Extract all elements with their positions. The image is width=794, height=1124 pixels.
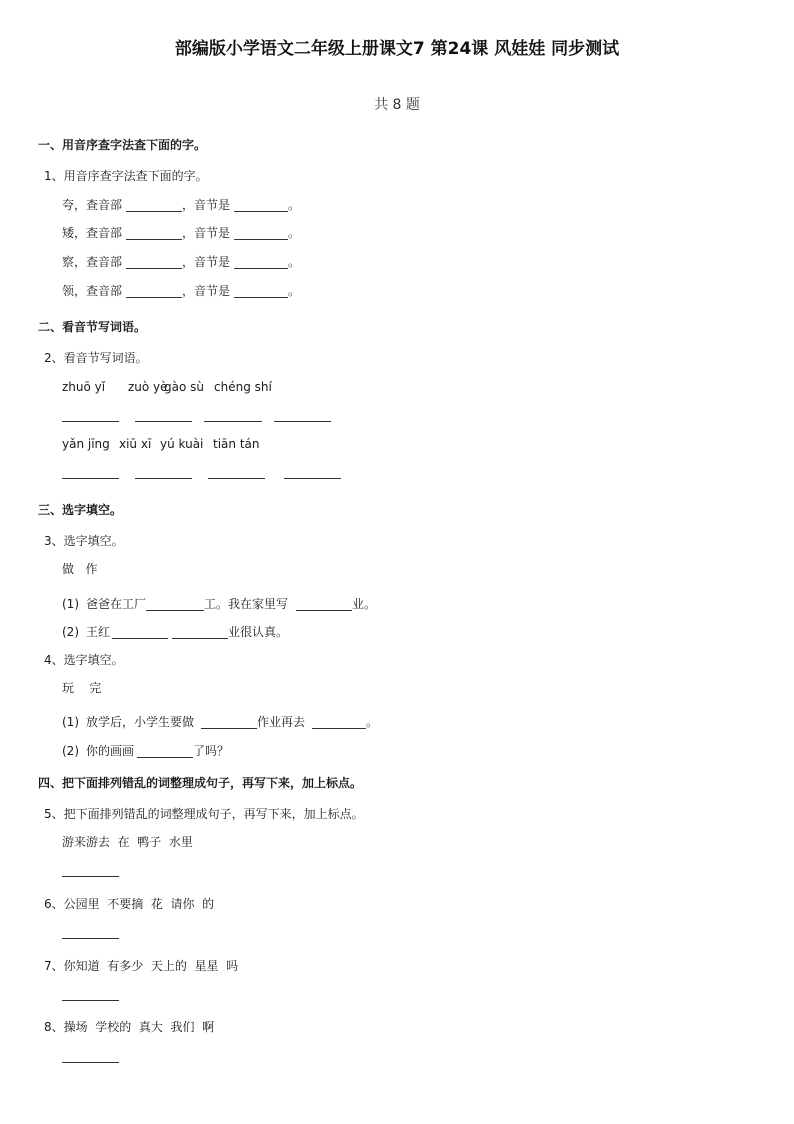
q4-item-2-blank[interactable] — [137, 757, 193, 758]
q3-item-2-blank-1[interactable] — [112, 638, 168, 639]
pinyin-answer-blank-8[interactable] — [284, 478, 341, 479]
q1-row-4-blank-1[interactable] — [126, 297, 182, 298]
q3-item-1-num: (1) — [62, 597, 79, 611]
q1-row-1-end: 。 — [288, 198, 301, 212]
q1-row-2-blank-1[interactable] — [126, 239, 182, 240]
question-7-label: 7、你知道 有多少 天上的 星星 吗 — [44, 959, 239, 973]
question-5-label: 5、把下面排列错乱的词整理成句子，再写下来，加上标点。 — [44, 807, 364, 821]
pinyin-5: yǎn jīng — [62, 437, 110, 451]
q8-answer-blank[interactable] — [62, 1062, 119, 1063]
q1-row-2-end: 。 — [288, 226, 301, 240]
q1-row-3-end: 。 — [288, 255, 301, 269]
section-heading-4: 四、把下面排列错乱的词整理成句子，再写下来，加上标点。 — [38, 776, 363, 790]
question-3-label: 3、选字填空。 — [44, 534, 124, 548]
q1-row-4-text: 领，查音部 — [62, 284, 123, 298]
q1-row-4-mid: ，音节是 — [182, 284, 231, 298]
pinyin-answer-blank-5[interactable] — [62, 478, 119, 479]
q4-item-2-text-b: 了吗？ — [193, 744, 230, 758]
pinyin-answer-blank-1[interactable] — [62, 421, 119, 422]
q1-row-3-text: 察，查音部 — [62, 255, 123, 269]
q4-item-2-num: (2) — [62, 744, 79, 758]
q3-item-1-blank-1[interactable] — [146, 610, 204, 611]
question-8-label: 8、操场 学校的 真大 我们 啊 — [44, 1020, 215, 1034]
q1-row-3-mid: ，音节是 — [182, 255, 231, 269]
pinyin-answer-blank-4[interactable] — [274, 421, 331, 422]
section-heading-3: 三、选字填空。 — [38, 503, 123, 517]
pinyin-1: zhuō yǐ — [62, 380, 106, 394]
q4-item-2-text-a: 你的画画 — [86, 744, 135, 758]
q4-item-1-text-c: 。 — [366, 715, 379, 729]
q4-item-1-num: (1) — [62, 715, 79, 729]
pinyin-answer-blank-2[interactable] — [135, 421, 192, 422]
q3-item-2-text-b: 业很认真。 — [228, 625, 289, 639]
q1-row-1-text: 夸，查音部 — [62, 198, 123, 212]
pinyin-7: yú kuài — [160, 437, 204, 451]
q1-row-1-blank-1[interactable] — [126, 211, 182, 212]
q4-choices: 玩 完 — [62, 681, 102, 695]
question-2-label: 2、看音节写词语。 — [44, 351, 148, 365]
q3-item-1-text-a: 爸爸在工厂 — [86, 597, 147, 611]
q4-item-1-blank-2[interactable] — [312, 728, 366, 729]
pinyin-3: gào sù — [164, 380, 204, 394]
question-1-label: 1、用音序查字法查下面的字。 — [44, 169, 208, 183]
q1-row-4-end: 。 — [288, 284, 301, 298]
q4-item-1-blank-1[interactable] — [201, 728, 257, 729]
q3-choices: 做 作 — [62, 562, 98, 576]
q1-row-3-blank-2[interactable] — [234, 268, 288, 269]
q3-item-1-blank-2[interactable] — [296, 610, 352, 611]
section-heading-1: 一、用音序查字法查下面的字。 — [38, 138, 207, 152]
q5-words: 游来游去 在 鸭子 水里 — [62, 835, 193, 849]
pinyin-6: xiū xī — [119, 437, 152, 451]
pinyin-answer-blank-6[interactable] — [135, 478, 192, 479]
q3-item-1-text-c: 业。 — [352, 597, 377, 611]
question-count: 共 8 题 — [374, 97, 420, 113]
q1-row-3-blank-1[interactable] — [126, 268, 182, 269]
q3-item-2-num: (2) — [62, 625, 79, 639]
pinyin-2: zuò yè — [128, 380, 168, 394]
q4-item-1-text-b: 作业再去 — [257, 715, 306, 729]
q3-item-1-text-b: 工。我在家里写 — [204, 597, 289, 611]
pinyin-answer-blank-3[interactable] — [204, 421, 262, 422]
q3-item-2-text-a: 王红 — [86, 625, 111, 639]
q4-item-1-text-a: 放学后，小学生要做 — [86, 715, 195, 729]
section-heading-2: 二、看音节写词语。 — [38, 320, 147, 334]
q1-row-1-blank-2[interactable] — [234, 211, 288, 212]
pinyin-4: chéng shí — [214, 380, 272, 394]
question-4-label: 4、选字填空。 — [44, 653, 124, 667]
q1-row-2-text: 矮，查音部 — [62, 226, 123, 240]
page-title: 部编版小学语文二年级上册课文7 第24课 风娃娃 同步测试 — [174, 39, 620, 59]
pinyin-8: tiān tán — [213, 437, 260, 451]
q1-row-1-mid: ，音节是 — [182, 198, 231, 212]
q5-answer-blank[interactable] — [62, 876, 119, 877]
q1-row-4-blank-2[interactable] — [234, 297, 288, 298]
question-6-label: 6、公园里 不要摘 花 请你 的 — [44, 897, 215, 911]
q6-answer-blank[interactable] — [62, 938, 119, 939]
q7-answer-blank[interactable] — [62, 1000, 119, 1001]
pinyin-answer-blank-7[interactable] — [208, 478, 265, 479]
q1-row-2-mid: ，音节是 — [182, 226, 231, 240]
q1-row-2-blank-2[interactable] — [234, 239, 288, 240]
q3-item-2-blank-2[interactable] — [172, 638, 228, 639]
